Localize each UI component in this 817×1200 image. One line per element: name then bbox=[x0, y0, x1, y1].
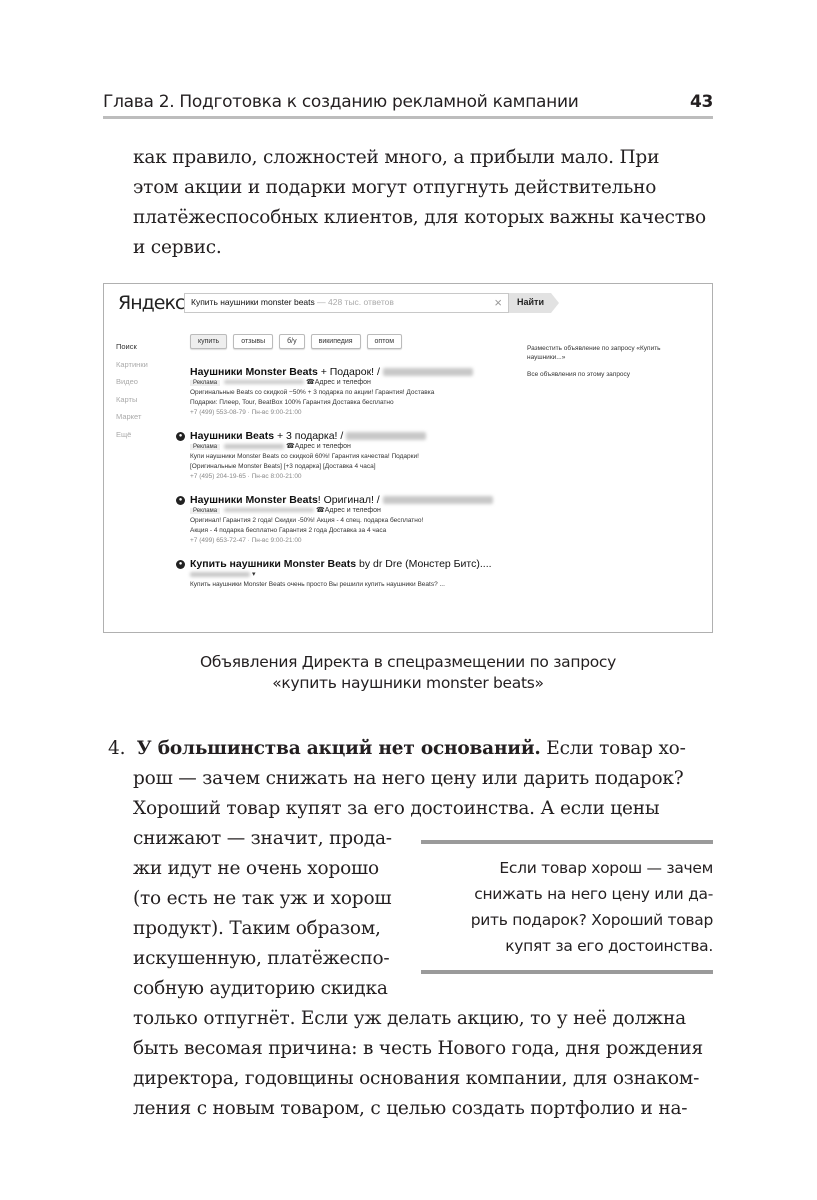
nav-item-video[interactable]: Видео bbox=[116, 377, 138, 386]
clear-icon[interactable]: × bbox=[494, 295, 502, 310]
ad-title-bold: Наушники Monster Beats bbox=[190, 494, 318, 506]
ad-sitelinks[interactable]: Акция - 4 подарка бесплатно Гарантия 2 года Доставка за 4 часа bbox=[190, 527, 387, 534]
running-head bbox=[103, 90, 713, 119]
text-line: платёжеспособных клиентов, для которых важны качество bbox=[133, 207, 706, 228]
blurred-domain bbox=[383, 496, 493, 504]
ad-title-rest: ! Оригинал! / bbox=[317, 494, 380, 506]
ad-marker-icon: ● bbox=[176, 432, 185, 441]
nav-item-images[interactable]: Картинки bbox=[116, 359, 148, 369]
ad-title-rest: + 3 подарка! / bbox=[274, 430, 344, 442]
text-line: собную аудиторию скидка bbox=[133, 978, 388, 999]
result-title-bold: Купить наушники Monster Beats bbox=[190, 558, 357, 570]
caption-line: «купить наушники monster beats» bbox=[272, 674, 544, 692]
ad-text: Оригинал! Гарантия 2 года! Скидки -50%! Акция - 4 спец. подарка бесплатно! bbox=[190, 517, 424, 524]
query-text: Купить наушники monster beats bbox=[191, 297, 315, 307]
ad-sitelinks[interactable]: Подарки: Плеер, Tour, BeatBox 100% Гарантия Доставка бесплатно bbox=[190, 399, 394, 406]
result-url bbox=[190, 570, 504, 581]
result-marker-icon: ● bbox=[176, 560, 185, 569]
ad-sitelinks[interactable]: [Оригинальные Monster Beats] [+3 подарка] [Доставка 4 часа] bbox=[190, 463, 376, 470]
place-ad-link[interactable]: Разместить объявление по запросу «Купить наушники...» bbox=[527, 345, 661, 361]
nav-item-more[interactable]: Ещё bbox=[116, 429, 132, 439]
chip-buy[interactable]: купить bbox=[190, 334, 227, 349]
ad-title-bold: Наушники Beats bbox=[190, 430, 275, 442]
item-heading: У большинства акций нет оснований. bbox=[136, 738, 541, 759]
chip-used[interactable]: б/у bbox=[279, 334, 304, 349]
yandex-screenshot-figure bbox=[103, 283, 713, 633]
intro-paragraph bbox=[133, 143, 713, 263]
nav-item-market[interactable]: Маркет bbox=[116, 412, 142, 421]
text-line: только отпугнёт. Если уж делать акцию, то у неё должна bbox=[133, 1008, 686, 1029]
text-line bbox=[108, 734, 686, 764]
phone-icon: ☎ bbox=[286, 443, 295, 450]
address-link[interactable]: Адрес и телефон bbox=[314, 379, 371, 386]
search-input[interactable] bbox=[184, 293, 509, 313]
text-line: ления с новым товаром, с целью создать портфолио и на- bbox=[133, 1098, 688, 1119]
text-line: искушенную, платёжеспо- bbox=[133, 948, 390, 969]
text-line: снижают — значит, прода- bbox=[133, 828, 392, 849]
ad-meta bbox=[190, 506, 504, 517]
ad-title-rest: + Подарок! / bbox=[317, 366, 380, 378]
text-line: как правило, сложностей много, а прибыли мало. При bbox=[133, 147, 660, 168]
page-number: 43 bbox=[689, 92, 713, 112]
quote-line: Если товар хорош — зачем bbox=[499, 859, 713, 877]
phone-icon: ☎ bbox=[316, 507, 325, 514]
quote-line: снижать на него цену или да- bbox=[474, 885, 713, 903]
ad-title[interactable] bbox=[190, 494, 504, 506]
ad-title[interactable] bbox=[190, 366, 504, 378]
item-text: Если товар хо- bbox=[540, 738, 686, 759]
ad-meta bbox=[190, 442, 504, 453]
search-nav bbox=[116, 342, 148, 447]
chip-wholesale[interactable]: оптом bbox=[367, 334, 403, 349]
text-line: продукт). Таким образом, bbox=[133, 918, 381, 939]
address-link[interactable]: Адрес и телефон bbox=[294, 443, 351, 450]
all-ads-link[interactable]: Все объявления по этому запросу bbox=[527, 371, 631, 378]
blurred-domain bbox=[383, 368, 473, 376]
ad-marker-icon: ● bbox=[176, 496, 185, 505]
blurred-domain bbox=[346, 432, 426, 440]
right-column-links bbox=[527, 344, 697, 387]
ad-result bbox=[174, 494, 504, 547]
nav-item-maps[interactable]: Карты bbox=[116, 394, 138, 404]
text-line: быть весомая причина: в честь Нового года, дня рождения bbox=[133, 1038, 703, 1059]
text-line: жи идут не очень хорошо bbox=[133, 858, 379, 879]
address-link[interactable]: Адрес и телефон bbox=[324, 507, 381, 514]
result-title-rest: by dr Dre (Монстер Битс).... bbox=[356, 558, 492, 570]
result-snippet: Купить наушники Monster Beats очень просто Вы решили купить наушники Beats? ... bbox=[190, 581, 445, 588]
figure-caption bbox=[103, 652, 713, 694]
search-query bbox=[191, 297, 394, 307]
ad-result bbox=[174, 366, 504, 419]
ad-text: Оригинальные Beats со скидкой −50% + 3 подарка по акции! Гарантия! Доставка bbox=[190, 389, 435, 396]
search-button[interactable]: Найти bbox=[509, 293, 551, 313]
ad-badge: Реклама bbox=[190, 380, 220, 386]
text-line: Хороший товар купят за его достоинства. А если цены bbox=[133, 798, 660, 819]
phone-icon: ☎ bbox=[306, 379, 315, 386]
chip-reviews[interactable]: отзывы bbox=[233, 334, 273, 349]
list-number: 4. bbox=[108, 738, 126, 759]
chevron-down-icon[interactable]: ▾ bbox=[251, 571, 256, 578]
text-line: рош — зачем снижать на него цену или дарить подарок? bbox=[133, 768, 684, 789]
yandex-logo: Яндекс bbox=[118, 292, 185, 314]
blurred-url bbox=[224, 508, 314, 512]
results-count: — 428 тыс. ответов bbox=[317, 297, 394, 307]
ad-contact: +7 (499) 553-08-79 · Пн-вс 9:00-21:00 bbox=[190, 409, 302, 416]
ad-result bbox=[174, 430, 504, 483]
query-suggestion-chips bbox=[190, 334, 402, 349]
text-line: и сервис. bbox=[133, 237, 222, 258]
ad-title-bold: Наушники Monster Beats bbox=[190, 366, 318, 378]
blurred-url bbox=[224, 380, 304, 384]
quote-line: рить подарок? Хороший товар bbox=[470, 911, 713, 929]
ad-badge: Реклама bbox=[190, 508, 220, 514]
ad-title[interactable] bbox=[190, 430, 504, 442]
quote-line: купят за его достоинства. bbox=[505, 937, 713, 955]
pull-quote bbox=[421, 840, 713, 974]
text-line: этом акции и подарки могут отпугнуть действительно bbox=[133, 177, 657, 198]
blurred-url bbox=[190, 572, 250, 577]
organic-result bbox=[174, 558, 504, 591]
nav-item-search[interactable]: Поиск bbox=[116, 342, 137, 351]
blurred-url bbox=[224, 444, 284, 449]
ad-contact: +7 (495) 204-19-65 · Пн-вс 8:00-21:00 bbox=[190, 473, 302, 480]
search-results bbox=[174, 366, 504, 602]
result-title[interactable] bbox=[190, 558, 504, 570]
ad-badge: Реклама bbox=[190, 444, 220, 450]
text-line: (то есть не так уж и хорош bbox=[133, 888, 392, 909]
caption-line: Объявления Директа в спецразмещении по запросу bbox=[199, 653, 617, 671]
ad-contact: +7 (499) 653-72-47 · Пн-вс 9:00-21:00 bbox=[190, 537, 302, 544]
chip-wikipedia[interactable]: википедия bbox=[311, 334, 361, 349]
chapter-title: Глава 2. Подготовка к созданию рекламной кампании bbox=[103, 92, 579, 112]
ad-meta bbox=[190, 378, 504, 389]
text-line: директора, годовщины основания компании, для ознаком- bbox=[133, 1068, 700, 1089]
ad-text: Купи наушники Monster Beats со скидкой 60%! Гарантия качества! Подарки! bbox=[190, 453, 419, 460]
